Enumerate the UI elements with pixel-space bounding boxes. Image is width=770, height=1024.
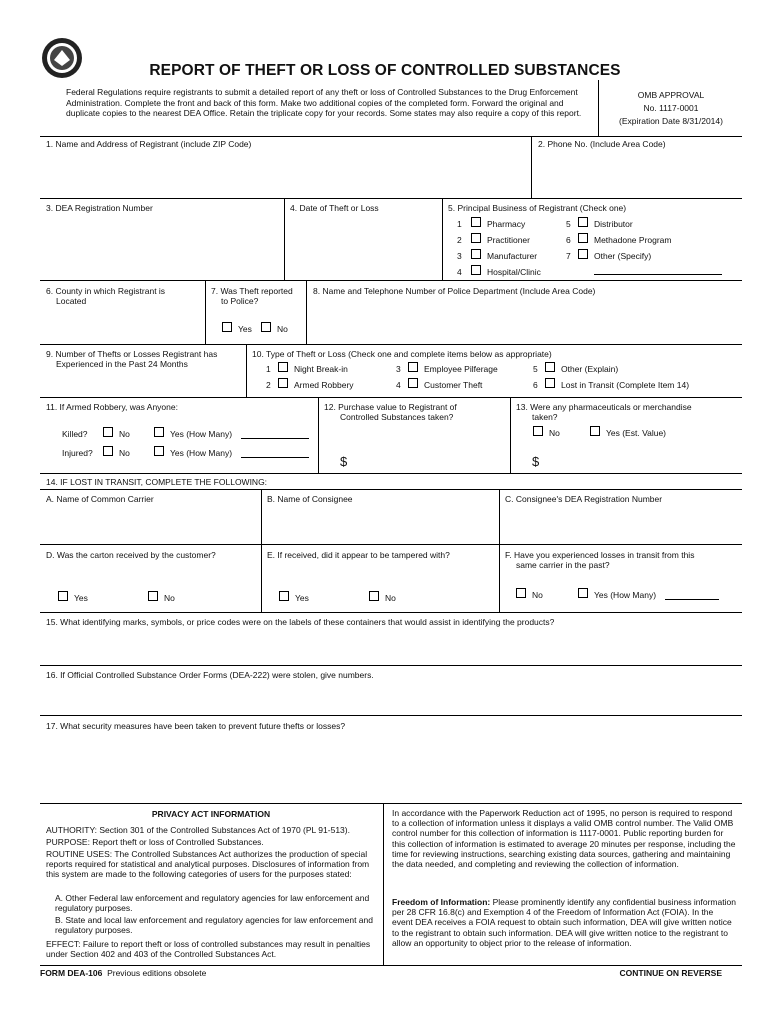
no-label: No <box>385 593 396 603</box>
field-14e-label: E. If received, did it appear to be tampered with? <box>267 550 450 560</box>
no-label: No <box>277 324 288 334</box>
option-label: Customer Theft <box>424 380 483 390</box>
divider <box>40 612 742 613</box>
no-label: No <box>119 448 130 458</box>
no-label: No <box>532 590 543 600</box>
divider <box>246 344 247 397</box>
injured-count-line[interactable] <box>241 457 309 458</box>
field-14-label: 14. IF LOST IN TRANSIT, COMPLETE THE FOLLOWING: <box>46 477 268 487</box>
field-2-label: 2. Phone No. (Include Area Code) <box>538 139 666 149</box>
past-losses-count-line[interactable] <box>665 599 719 600</box>
privacy-use-a: A. Other Federal law enforcement and regulatory agencies for law enforcement and regulatory purposes. <box>55 893 370 914</box>
field-13-label-cont: taken? <box>532 412 558 422</box>
omb-expiration: (Expiration Date 8/31/2014) <box>619 116 723 126</box>
no-label: No <box>119 429 130 439</box>
option-label: Manufacturer <box>487 251 538 261</box>
omb-approval-box <box>598 80 743 136</box>
checkbox-methadone-program[interactable] <box>578 233 588 243</box>
option-number: 1 <box>457 219 462 229</box>
option-label: Armed Robbery <box>294 380 354 390</box>
checkbox-other-explain[interactable] <box>545 362 555 372</box>
checkbox-practitioner[interactable] <box>471 233 481 243</box>
field-9-label-cont: Experienced in the Past 24 Months <box>56 359 188 369</box>
divider <box>531 136 532 198</box>
divider <box>284 198 285 280</box>
option-number: 3 <box>457 251 462 261</box>
checkbox-tampered-yes[interactable] <box>279 591 289 601</box>
option-number: 6 <box>533 380 538 390</box>
checkbox-past-losses-yes[interactable] <box>578 588 588 598</box>
option-label: Distributor <box>594 219 633 229</box>
privacy-purpose: PURPOSE: Report theft or loss of Controlled Substances. <box>46 837 264 847</box>
checkbox-manufacturer[interactable] <box>471 249 481 259</box>
field-4-label: 4. Date of Theft or Loss <box>290 203 379 213</box>
form-footer-id <box>40 968 206 978</box>
form-title: REPORT OF THEFT OR LOSS OF CONTROLLED SUBSTANCES <box>149 62 621 79</box>
divider <box>40 344 742 345</box>
checkbox-injured-no[interactable] <box>103 446 113 456</box>
checkbox-distributor[interactable] <box>578 217 588 227</box>
field-14f-label-cont: same carrier in the past? <box>516 560 610 570</box>
option-number: 4 <box>396 380 401 390</box>
no-label: No <box>549 428 560 438</box>
option-number: 2 <box>457 235 462 245</box>
privacy-routine-uses: ROUTINE USES: The Controlled Substances Act authorizes the production of special reports required for statistical and analytical purposes. Disclosures of information from this system are made to the following categories of users for the purposes stated: <box>46 849 370 880</box>
divider <box>40 280 742 281</box>
field-7-label: 7. Was Theft reported <box>211 286 293 296</box>
divider <box>40 803 742 804</box>
yes-label: Yes <box>238 324 252 334</box>
divider <box>499 489 500 612</box>
privacy-use-b: B. State and local law enforcement and regulatory agencies for law enforcement and regulatory purposes. <box>55 915 373 936</box>
yes-how-many-label: Yes (How Many) <box>594 590 657 600</box>
checkbox-other-specify[interactable] <box>578 249 588 259</box>
divider <box>383 803 384 965</box>
yes-label: Yes <box>74 593 88 603</box>
field-14f-label: F. Have you experienced losses in transit from this <box>505 550 695 560</box>
continue-on-reverse: CONTINUE ON REVERSE <box>619 968 722 978</box>
divider <box>510 397 511 473</box>
checkbox-police-yes[interactable] <box>222 322 232 332</box>
field-15-label: 15. What identifying marks, symbols, or price codes were on the labels of these containers that would assist in identifying the products? <box>46 617 555 627</box>
option-label: Hospital/Clinic <box>487 267 541 277</box>
option-number: 7 <box>566 251 571 261</box>
option-number: 2 <box>266 380 271 390</box>
checkbox-night-break-in[interactable] <box>278 362 288 372</box>
option-label: Methadone Program <box>594 235 672 245</box>
field-9-label: 9. Number of Thefts or Losses Registrant has <box>46 349 218 359</box>
field-6-label-cont: Located <box>56 296 87 306</box>
divider <box>40 198 742 199</box>
checkbox-employee-pilferage[interactable] <box>408 362 418 372</box>
divider <box>318 397 319 473</box>
field-16-label: 16. If Official Controlled Substance Order Forms (DEA-222) were stolen, give numbers. <box>46 670 374 680</box>
killed-count-line[interactable] <box>241 438 309 439</box>
foi-body: Please prominently identify any confidential business information per 28 CFR 16.8(c) and Exemption 4 of the Freedom of Information Act (FOIA). In the event DEA receives a FOIA request to obtain such information, DEA will give written notice to the registrant to obtain such information. DEA will give written notice to the registrant to allow an opportunity to object prior to the release of information. <box>392 897 736 948</box>
checkbox-received-no[interactable] <box>148 591 158 601</box>
divider <box>40 965 742 966</box>
checkbox-injured-yes[interactable] <box>154 446 164 456</box>
yes-how-many-label: Yes (How Many) <box>170 448 233 458</box>
divider <box>205 280 206 344</box>
field-10-label: 10. Type of Theft or Loss (Check one and complete items below as appropriate) <box>252 349 552 359</box>
checkbox-tampered-no[interactable] <box>369 591 379 601</box>
yes-label: Yes <box>295 593 309 603</box>
dollar-sign: $ <box>340 454 348 469</box>
checkbox-police-no[interactable] <box>261 322 271 332</box>
option-label: Practitioner <box>487 235 530 245</box>
foi-label: Freedom of Information: <box>392 897 491 907</box>
field-14d-label: D. Was the carton received by the customer? <box>46 550 216 560</box>
divider <box>40 665 742 666</box>
option-label: Other (Explain) <box>561 364 619 374</box>
option-number: 5 <box>533 364 538 374</box>
intro-text: Federal Regulations require registrants to submit a detailed report of any theft or loss of Controlled Substances to the Drug Enforcement Administration. Complete the front and back of this form. Make two additional copies of the completed form. Forward the original and duplicate copies to the nearest DEA Office. Retain the triplicate copy for your records. Some states may also require a copy of this report. <box>66 87 582 119</box>
privacy-effect: EFFECT: Failure to report theft or loss of controlled substances may result in penalties under Section 402 and 403 of the Controlled Substances Act. <box>46 939 371 960</box>
option-label: Lost in Transit (Complete Item 14) <box>561 380 690 390</box>
no-label: No <box>164 593 175 603</box>
dollar-sign: $ <box>532 454 540 469</box>
divider <box>442 198 443 280</box>
divider <box>40 544 742 545</box>
checkbox-lost-in-transit[interactable] <box>545 378 555 388</box>
divider <box>306 280 307 344</box>
option-number: 4 <box>457 267 462 277</box>
option-number: 1 <box>266 364 271 374</box>
foi-text <box>392 897 736 948</box>
checkbox-killed-no[interactable] <box>103 427 113 437</box>
field-1-label: 1. Name and Address of Registrant (include ZIP Code) <box>46 139 252 149</box>
divider <box>40 489 742 490</box>
form-id: FORM DEA-106 <box>40 968 103 978</box>
option-number: 6 <box>566 235 571 245</box>
option-label: Employee Pilferage <box>424 364 498 374</box>
privacy-authority: AUTHORITY: Section 301 of the Controlled Substances Act of 1970 (PL 91-513). <box>46 825 350 835</box>
divider <box>40 715 742 716</box>
yes-est-value-label: Yes (Est. Value) <box>606 428 667 438</box>
omb-number: No. 1117-0001 <box>643 103 699 113</box>
killed-label: Killed? <box>62 429 88 439</box>
field-14a-label: A. Name of Common Carrier <box>46 494 154 504</box>
yes-how-many-label: Yes (How Many) <box>170 429 233 439</box>
checkbox-received-yes[interactable] <box>58 591 68 601</box>
option-number: 5 <box>566 219 571 229</box>
checkbox-hospital-clinic[interactable] <box>471 265 481 275</box>
paperwork-reduction-text: In accordance with the Paperwork Reduction act of 1995, no person is required to respond to a collection of information unless it displays a valid OMB control number. The Valid OMB control number for this collection of information is 1117-0001. Public reporting burden for this collection of information is estimated to average 20 minutes per response, including the time for reviewing instructions, searching existing data sources, gathering and maintaining the data needed, and completing and reviewing the collection of information. <box>392 808 736 870</box>
field-3-label: 3. DEA Registration Number <box>46 203 153 213</box>
divider <box>40 136 742 137</box>
field-5-label: 5. Principal Business of Registrant (Check one) <box>448 203 627 213</box>
option-label: Night Break-in <box>294 364 348 374</box>
field-12-label-cont: Controlled Substances taken? <box>340 412 454 422</box>
divider <box>40 473 742 474</box>
checkbox-pharmacy[interactable] <box>471 217 481 227</box>
field-13-label: 13. Were any pharmaceuticals or merchandise <box>516 402 692 412</box>
field-12-label: 12. Purchase value to Registrant of <box>324 402 457 412</box>
divider <box>40 397 742 398</box>
other-specify-line[interactable] <box>594 274 722 275</box>
field-7-label-cont: to Police? <box>221 296 259 306</box>
checkbox-merch-yes[interactable] <box>590 426 600 436</box>
field-11-label: 11. If Armed Robbery, was Anyone: <box>46 402 178 412</box>
checkbox-past-losses-no[interactable] <box>516 588 526 598</box>
option-label: Other (Specify) <box>594 251 652 261</box>
field-17-label: 17. What security measures have been taken to prevent future thefts or losses? <box>46 721 346 731</box>
option-label: Pharmacy <box>487 219 526 229</box>
field-14c-label: C. Consignee's DEA Registration Number <box>505 494 663 504</box>
field-14b-label: B. Name of Consignee <box>267 494 353 504</box>
injured-label: Injured? <box>62 448 93 458</box>
divider <box>261 489 262 612</box>
omb-title: OMB APPROVAL <box>637 90 705 100</box>
field-6-label: 6. County in which Registrant is <box>46 286 166 296</box>
privacy-heading: PRIVACY ACT INFORMATION <box>151 809 271 819</box>
field-8-label: 8. Name and Telephone Number of Police Department (Include Area Code) <box>313 286 596 296</box>
previous-editions: Previous editions obsolete <box>107 968 207 978</box>
checkbox-merch-no[interactable] <box>533 426 543 436</box>
checkbox-customer-theft[interactable] <box>408 378 418 388</box>
checkbox-killed-yes[interactable] <box>154 427 164 437</box>
checkbox-armed-robbery[interactable] <box>278 378 288 388</box>
option-number: 3 <box>396 364 401 374</box>
